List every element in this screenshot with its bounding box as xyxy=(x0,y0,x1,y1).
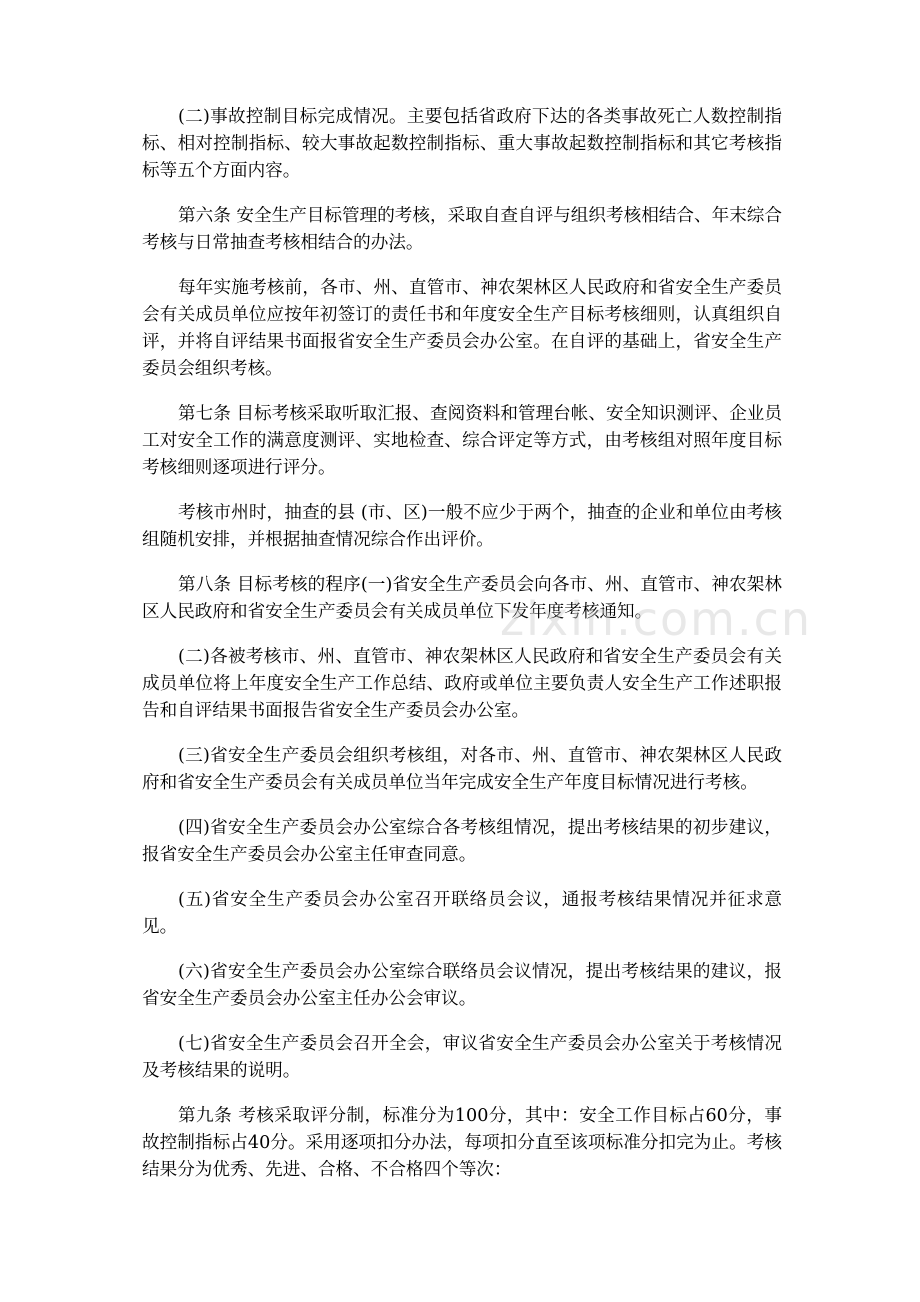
paragraph: (二)事故控制目标完成情况。主要包括省政府下达的各类事故死亡人数控制指标、相对控制指标、较大事故起数控制指标、重大事故起数控制指标和其它考核指标等五个方面内容。 xyxy=(142,107,782,181)
paragraph: (三)省安全生产委员会组织考核组，对各市、州、直管市、神农架林区人民政府和省安全生产委员会有关成员单位当年完成安全生产年度目标情况进行考核。 xyxy=(142,746,782,793)
watermark: zixin.com.cn xyxy=(500,592,813,646)
paragraph: 考核市州时，抽查的县 (市、区)一般不应少于两个，抽查的企业和单位由考核组随机安排，并根据抽查情况综合作出评价。 xyxy=(142,503,782,550)
paragraph: (六)省安全生产委员会办公室综合联络员会议情况，提出考核结果的建议，报省安全生产委员会办公室主任办公会审议。 xyxy=(142,962,782,1009)
document-body xyxy=(142,104,782,1202)
paragraph: (五)省安全生产委员会办公室召开联络员会议，通报考核结果情况并征求意见。 xyxy=(142,890,782,937)
paragraph: (七)省安全生产委员会召开全会，审议省安全生产委员会办公室关于考核情况及考核结果的说明。 xyxy=(142,1034,782,1081)
paragraph: 第七条 目标考核采取听取汇报、查阅资料和管理台帐、安全知识测评、企业员工对安全工作的满意度测评、实地检查、综合评定等方式，由考核组对照年度目标考核细则逐项进行评分。 xyxy=(142,404,782,478)
paragraph: 第九条 考核采取评分制，标准分为100分，其中：安全工作目标占60分，事故控制指标占40分。采用逐项扣分办法，每项扣分直至该项标准分扣完为止。考核结果分为优秀、先进、合格、不合格四个等次： xyxy=(142,1106,782,1180)
paragraph: (四)省安全生产委员会办公室综合各考核组情况，提出考核结果的初步建议，报省安全生产委员会办公室主任审查同意。 xyxy=(142,818,782,865)
paragraph: 第六条 安全生产目标管理的考核，采取自查自评与组织考核相结合、年末综合考核与日常抽查考核相结合的办法。 xyxy=(142,206,782,253)
paragraph: 第八条 目标考核的程序(一)省安全生产委员会向各市、州、直管市、神农架林区人民政府和省安全生产委员会有关成员单位下发年度考核通知。 xyxy=(142,575,782,622)
paragraph: (二)各被考核市、州、直管市、神农架林区人民政府和省安全生产委员会有关成员单位将上年度安全生产工作总结、政府或单位主要负责人安全生产工作述职报告和自评结果书面报告省安全生产委员会办公室。 xyxy=(142,647,782,721)
paragraph: 每年实施考核前，各市、州、直管市、神农架林区人民政府和省安全生产委员会有关成员单位应按年初签订的责任书和年度安全生产目标考核细则，认真组织自评，并将自评结果书面报省安全生产委员会办公室。在自评的基础上，省安全生产委员会组织考核。 xyxy=(142,278,782,379)
